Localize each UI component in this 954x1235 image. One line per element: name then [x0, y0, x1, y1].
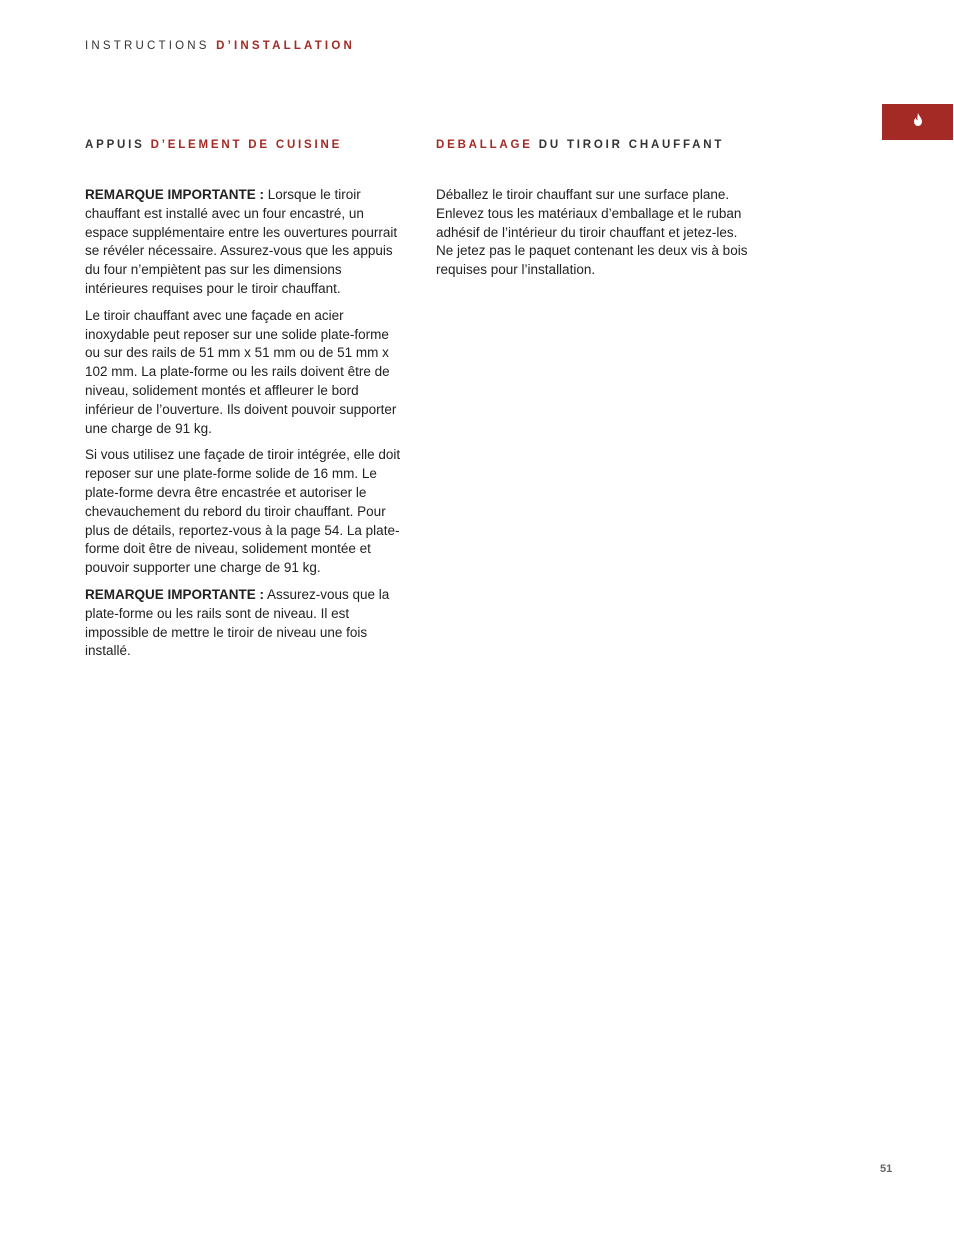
paragraph: Déballez le tiroir chauffant sur une surface plane. Enlevez tous les matériaux d’emballage et le ruban adhésif de l’intérieur du tiroir chauffant et jetez-les. Ne jetez pas le paquet contenant les deux vis à bois requises pour l’installation.: [436, 187, 748, 278]
section-title-accent: DEBALLAGE: [436, 139, 533, 151]
important-note-label: REMARQUE IMPORTANTE :: [85, 586, 264, 602]
section-body: [436, 186, 758, 280]
section-tab: [882, 104, 953, 140]
section-title-deballage: [436, 138, 758, 152]
section-body: [85, 186, 407, 661]
header-label: INSTRUCTIONS: [85, 40, 210, 52]
paragraph: Le tiroir chauffant avec une façade en acier inoxydable peut reposer sur une solide plate-forme ou sur des rails de 51 mm x 51 mm ou de 51 mm x 102 mm. La plate-forme ou les rails doivent être de niveau, solidement montés et affleurer le bord inférieur de l’ouverture. Ils doivent pouvoir supporter une charge de 91 kg.: [85, 307, 397, 436]
section-title-appuis: [85, 138, 407, 152]
header-label-accent: D’INSTALLATION: [216, 40, 355, 52]
paragraph-text: Lorsque le tiroir chauffant est installé avec un four encastré, un espace supplémentaire entre les ouvertures pourrait se révéler nécessaire. Assurez-vous que les appuis du four n’empiètent pas sur les dimensions intérieures requises pour le tiroir chauffant.: [85, 187, 398, 296]
section-title-plain: APPUIS: [85, 139, 145, 151]
flame-icon: [913, 113, 923, 131]
important-note-label: REMARQUE IMPORTANTE :: [85, 187, 264, 202]
page-number: 51: [880, 1163, 893, 1175]
paragraph: Si vous utilisez une façade de tiroir intégrée, elle doit reposer sur une plate-forme solide de 16 mm. Le plate-forme devra être encastrée et autoriser le chevauchement du rebord du tiroir chauffant. Pour plus de détails, reportez-vous à la page 54. La plate-forme doit être de niveau, solidement montée et pouvoir supporter une charge de 91 kg.: [85, 447, 401, 576]
paragraph-text: Assurez-vous que la plate-forme ou les rails sont de niveau. Il est impossible de mettre le tiroir de niveau une fois installé.: [85, 586, 390, 659]
paragraph: [85, 186, 407, 299]
left-column: [85, 138, 407, 669]
right-column: [436, 138, 758, 288]
page-header: [85, 40, 355, 52]
section-title-plain: DU TIROIR CHAUFFANT: [538, 139, 725, 151]
section-title-accent: D’ELEMENT DE CUISINE: [150, 139, 343, 151]
paragraph: [85, 586, 407, 661]
